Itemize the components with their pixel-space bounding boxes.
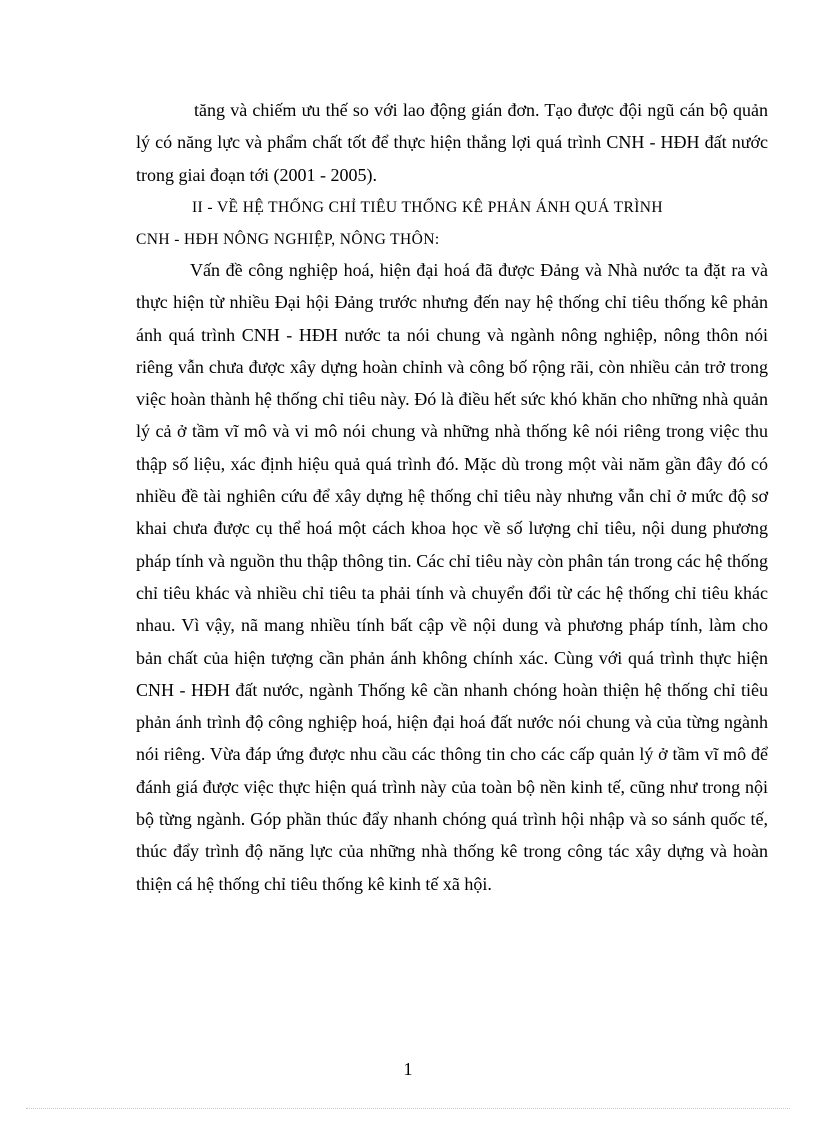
- body-paragraph-2: Vấn đề công nghiệp hoá, hiện đại hoá đã được Đảng và Nhà nước ta đặt ra và thực hiện từ nhiều Đại hội Đảng trước nhưng đến nay hệ thống chỉ tiêu thống kê phản ánh quá trình CNH - HĐH nước ta nói chung và ngành nông nghiệp, nông thôn nói riêng vẫn chưa được xây dựng hoàn chỉnh và công bố rộng rãi, còn nhiều cản trở trong việc hoàn thành hệ thống chỉ tiêu này. Đó là điều hết sức khó khăn cho những nhà quản lý cả ở tầm vĩ mô và vi mô nói chung và những nhà thống kê nói riêng trong việc thu thập số liệu, xác định hiệu quả quá trình đó. Mặc dù trong một vài năm gần đây đó có nhiều đề tài nghiên cứu để xây dựng hệ thống chỉ tiêu này nhưng vẫn chỉ ở mức độ sơ khai chưa được cụ thể hoá một cách khoa học về số lượng chỉ tiêu, nội dung phương pháp tính và nguồn thu thập thông tin. Các chỉ tiêu này còn phân tán trong các hệ thống chỉ tiêu khác và nhiều chỉ tiêu ta phải tính và chuyển đổi từ các hệ thống chỉ tiêu khác nhau. Vì vậy, nã mang nhiều tính bất cập về nội dung và phương pháp tính, làm cho bản chất của hiện tượng cần phản ánh không chính xác. Cùng với quá trình thực hiện CNH - HĐH đất nước, ngành Thống kê cần nhanh chóng hoàn thiện hệ thống chỉ tiêu phản ánh trình độ công nghiệp hoá, hiện đại hoá đất nước nói chung và của từng ngành nói riêng. Vừa đáp ứng được nhu cầu các thông tin cho các cấp quản lý ở tầm vĩ mô để đánh giá được việc thực hiện quá trình này của toàn bộ nền kinh tế, cũng như trong nội bộ từng ngành. Góp phần thúc đẩy nhanh chóng quá trình hội nhập và so sánh quốc tế, thúc đẩy trình độ năng lực của những nhà thống kê trong công tác xây dựng và hoàn thiện cá hệ thống chỉ tiêu thống kê kinh tế xã hội.: [136, 260, 768, 894]
- section-heading-line-2: CNH - HĐH NÔNG NGHIỆP, NÔNG THÔN:: [136, 231, 440, 248]
- page-number: 1: [403, 1059, 413, 1079]
- body-paragraph-1: tăng và chiếm ưu thế so với lao động gián đơn. Tạo được đội ngũ cán bộ quản lý có năng lực và phẩm chất tốt để thực hiện thắng lợi quá trình CNH - HĐH đất nước trong giai đoạn tới (2001 - 2005).: [136, 100, 768, 185]
- page-bottom-divider: [26, 1108, 790, 1109]
- section-heading-line-1: II - VỀ HỆ THỐNG CHỈ TIÊU THỐNG KÊ PHẢN ÁNH QUÁ TRÌNH: [192, 199, 663, 216]
- section-heading: [136, 192, 768, 256]
